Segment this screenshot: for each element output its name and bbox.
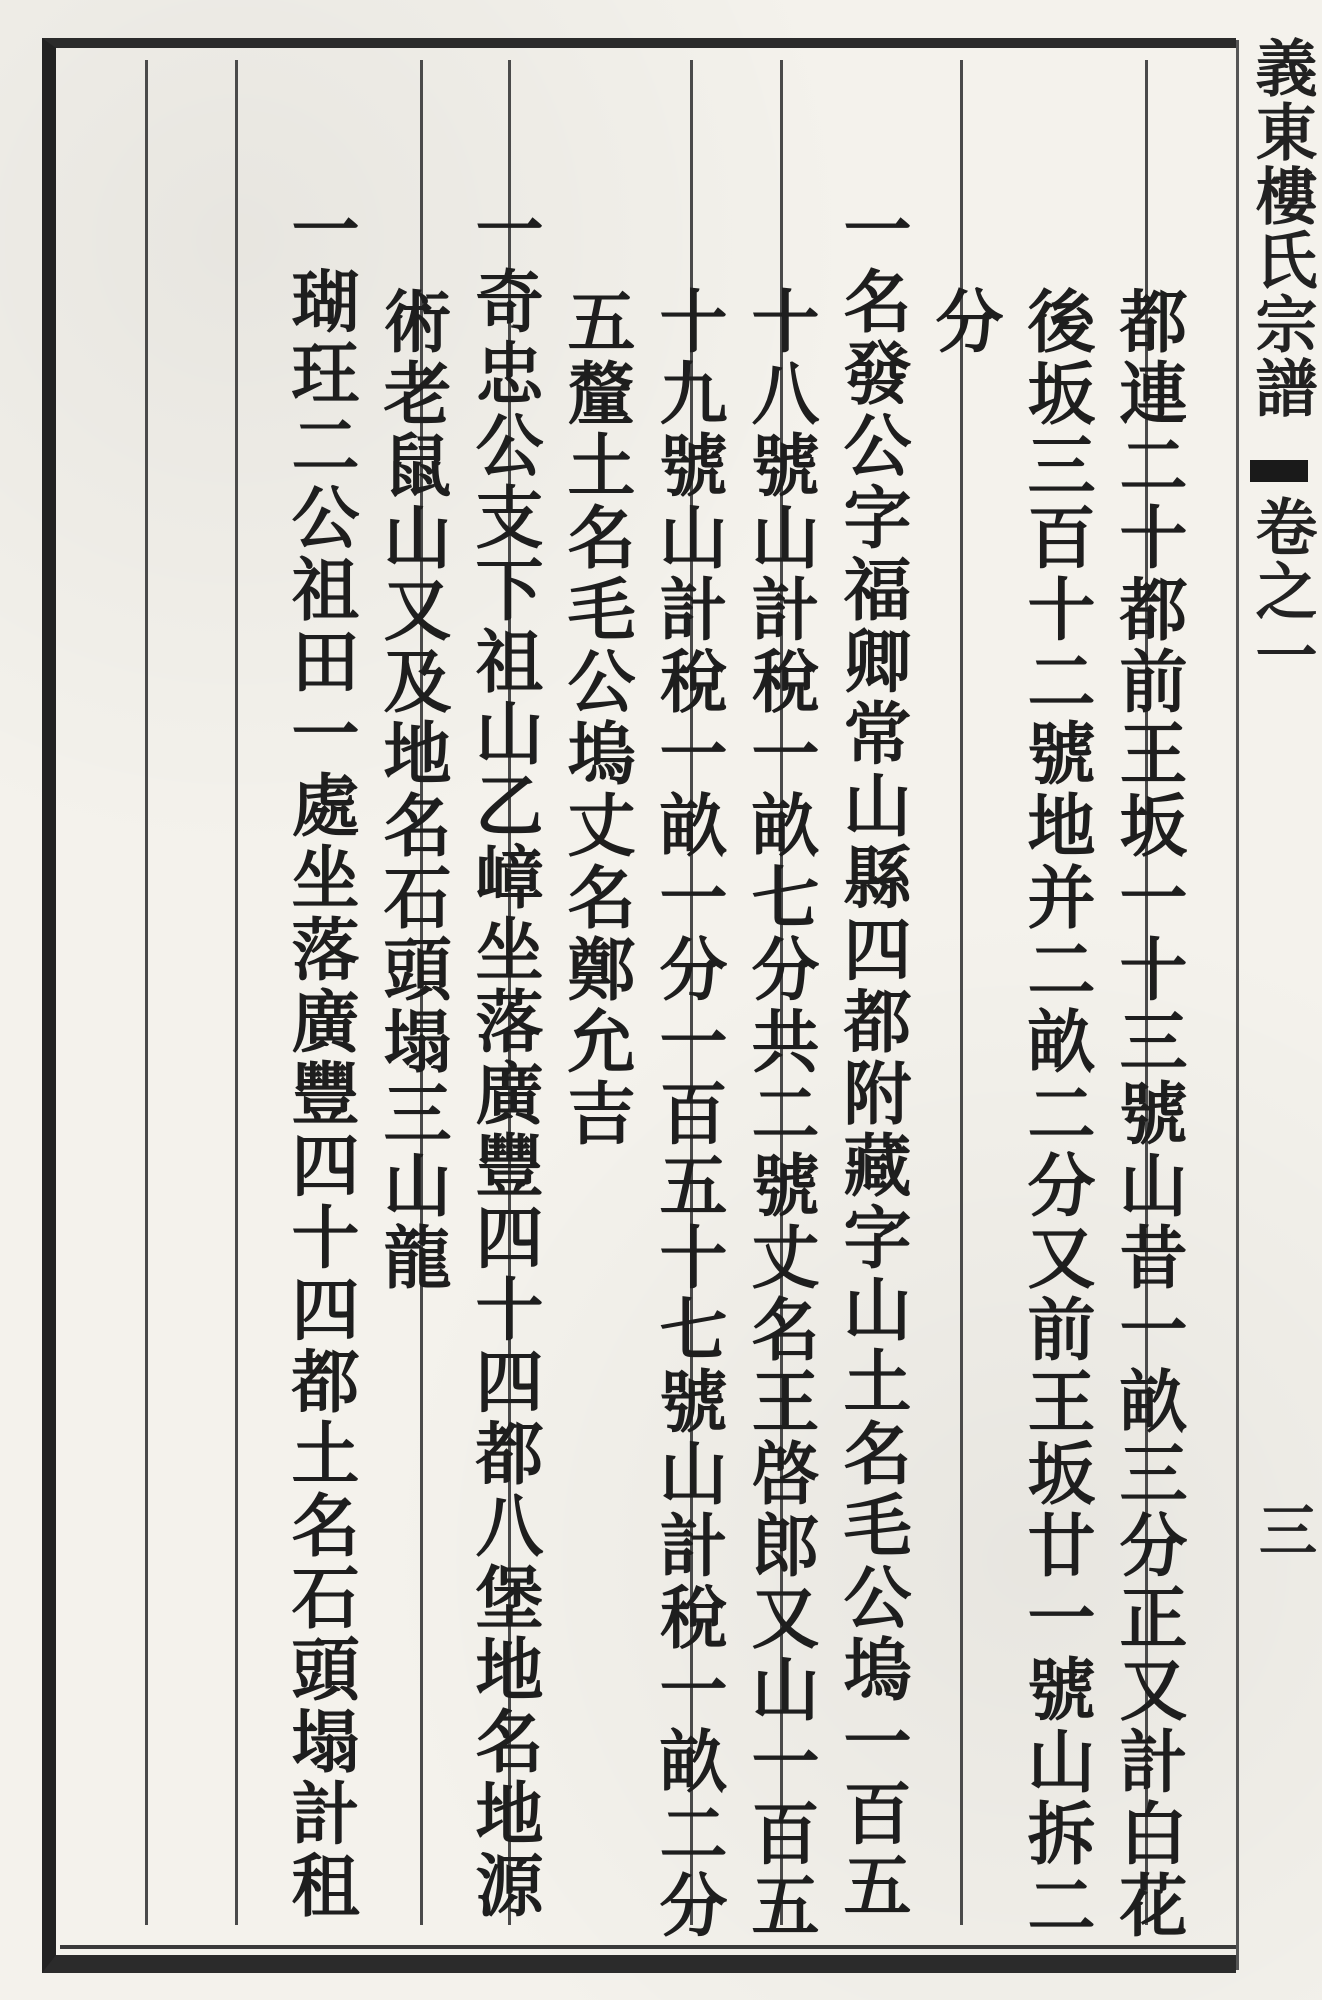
page-number: 三 xyxy=(1249,1500,1317,1558)
column-text: 都連二十都前王坂一十三號山昔一畝三分正又計白花 xyxy=(1108,286,1188,1942)
book-title xyxy=(1246,36,1316,687)
column-text: 一奇忠公支下祖山乙嶂坐落廣豐四十四都八堡地名地源 xyxy=(464,194,544,1922)
margin-rule xyxy=(1236,40,1239,1970)
book-title-text: 義東樓氏宗譜 xyxy=(1245,36,1318,420)
column-text: 分 xyxy=(924,286,1004,358)
column-text: 一瑚玨二公祖田一處坐落廣豐四十四都土名石頭塌計租 xyxy=(280,194,360,1922)
column-divider xyxy=(235,60,238,1925)
column-text: 術老鼠山又及地名石頭塌三山龍 xyxy=(372,286,452,1294)
column-text: 後坂三百十二號地并二畝二分又前王坂廿一號山拆二 xyxy=(1016,286,1096,1942)
fishtail-mark xyxy=(1250,460,1308,482)
column-text: 一名發公字福卿常山縣四都附藏字山土名毛公塢一百五 xyxy=(832,194,912,1922)
column-text: 五釐土名毛公塢丈名鄭允吉 xyxy=(556,286,636,1150)
margin-strip xyxy=(1240,0,1322,2000)
volume-label: 卷之一 xyxy=(1245,495,1318,687)
column-text: 十八號山計稅一畝七分共二號丈名王啓郎又山一百五 xyxy=(740,286,820,1942)
column-divider xyxy=(145,60,148,1925)
column-text: 十九號山計稅一畝一分一百五十七號山計稅一畝二分 xyxy=(648,286,728,1942)
